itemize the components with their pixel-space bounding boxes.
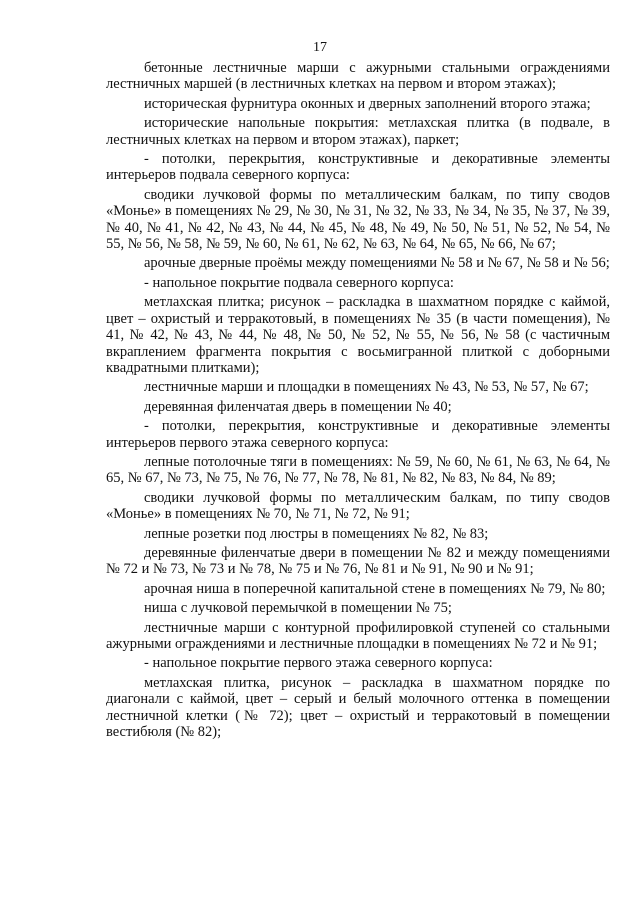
document-body [106,60,610,743]
paragraph: лепные потолочные тяги в помещениях: № 59, № 60, № 61, № 63, № 64, № 65, № 67, № 73, № 75, № 76, № 77, № 78, № 81, № 82, № 83, № 84, № 89; [106,453,610,487]
paragraph: арочная ниша в поперечной капитальной стене в помещениях № 79, № 80; [144,580,606,597]
paragraph: метлахская плитка; рисунок – раскладка в шахматном порядке с каймой, цвет – охристый и терракотовый, в помещениях № 35 (в части помещения), № 41, № 42, № 43, № 44, № 48, № 50, № 52, № 55, № 56, № 58 (с частичным вкраплением фрагмента покрытия с восьмигранной плиткой с доборными квадратными плитками); [106,294,610,376]
paragraph: лестничные марши с контурной профилировкой ступеней со стальными ажурными ограждениями и лестничные площадки в помещениях № 72 и № 91; [106,619,610,652]
paragraph: лепные розетки под люстры в помещениях № 82, № 83; [144,525,489,542]
paragraph: метлахская плитка, рисунок – раскладка в шахматном порядке по диагонали с каймой, цвет – серый и белый молочного оттенка в помещении лестничной клетки (№ 72); цвет – охристый и терракотовый в помещении вестибюля (№ 82); [106,674,610,741]
paragraph: историческая фурнитура оконных и дверных заполнений второго этажа; [144,95,591,112]
paragraph: - напольное покрытие первого этажа северного корпуса: [144,655,493,672]
paragraph: бетонные лестничные марши с ажурными стальными ограждениями лестничных маршей (в лестничных клетках на первом и втором этажах); [106,60,610,93]
paragraph: - потолки, перекрытия, конструктивные и декоративные элементы интерьеров первого этажа северного корпуса: [106,418,610,451]
paragraph: исторические напольные покрытия: метлахская плитка (в подвале, в лестничных клетках на первом и втором этажах), паркет; [106,115,610,148]
page-number: 17 [313,40,327,55]
paragraph: деревянная филенчатая дверь в помещении № 40; [144,398,452,415]
paragraph: - напольное покрытие подвала северного корпуса: [144,274,454,291]
paragraph: сводики лучковой формы по металлическим балкам, по типу сводов «Монье» в помещениях № 70, № 71, № 72, № 91; [106,489,610,523]
paragraph: - потолки, перекрытия, конструктивные и декоративные элементы интерьеров подвала северного корпуса: [106,151,610,184]
paragraph: деревянные филенчатые двери в помещении № 82 и между помещениями № 72 и № 73, № 73 и № 78, № 75 и № 76, № 81 и № 91, № 90 и № 91; [106,544,610,578]
paragraph: ниша с лучковой перемычкой в помещении № 75; [144,600,452,617]
paragraph: сводики лучковой формы по металлическим балкам, по типу сводов «Монье» в помещениях № 29, № 30, № 31, № 32, № 33, № 34, № 35, № 37, № 39, № 40, № 41, № 42, № 43, № 44, № 45, № 48, № 49, № 50, № 51, № 52, № 54, № 55, № 56, № 58, № 59, № 60, № 61, № 62, № 63, № 64, № 65, № 66, № 67; [106,186,610,253]
paragraph: лестничные марши и площадки в помещениях № 43, № 53, № 57, № 67; [144,379,589,396]
paragraph: арочные дверные проёмы между помещениями № 58 и № 67, № 58 и № 56; [144,255,610,272]
